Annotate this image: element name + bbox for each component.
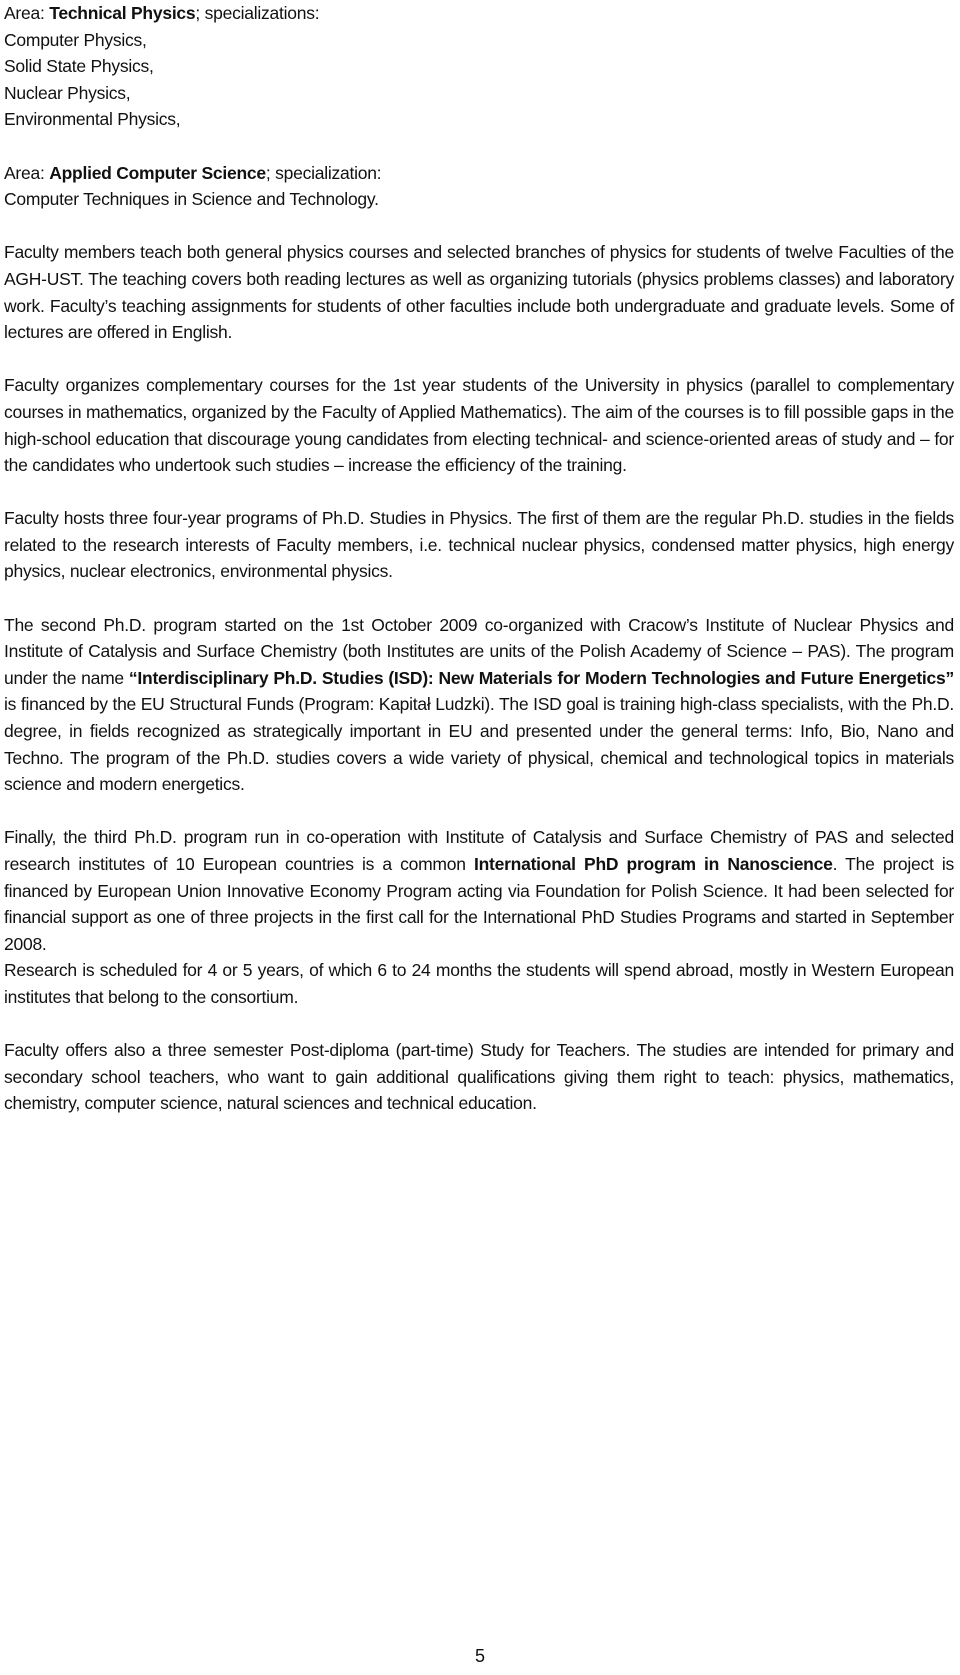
program-name: “Interdisciplinary Ph.D. Studies (ISD): New Materials for Modern Technologies and Future Energetics” (128, 667, 954, 688)
paragraph-third-phd: Finally, the third Ph.D. program run in co-operation with Institute of Catalysis and Surface Chemistry of PAS and selected research institutes of 10 European countries is a common International PhD program in Nanoscience. The project is financed by European Union Innovative Economy Program acting via Foundation for Polish Science. It had been selected for financial support as one of three projects in the first call for the International PhD Studies Programs and started in September 2008. (4, 827, 954, 954)
page-number: 5 (474, 1646, 485, 1666)
specialization-item: Nuclear Physics, (4, 82, 131, 103)
specialization-item: Computer Physics, (4, 29, 147, 50)
area-applied-computer-science (4, 160, 954, 213)
area-name: Applied Computer Science (49, 162, 266, 183)
paragraph-post-diploma: Faculty offers also a three semester Post-diploma (part-time) Study for Teachers. The studies are intended for primary and secondary school teachers, who want to gain additional qualifications giving them right to teach: physics, mathematics, chemistry, computer science, natural sciences and technical education. (4, 1040, 954, 1114)
area-heading: Area: Technical Physics; specializations: (4, 3, 320, 23)
area-name: Technical Physics (49, 3, 196, 23)
area-technical-physics (4, 0, 954, 133)
area-heading: Area: Applied Computer Science; specialization: (4, 162, 382, 183)
specialization-item: Environmental Physics, (4, 109, 181, 130)
specialization-item: Computer Techniques in Science and Technology. (4, 189, 379, 210)
paragraph-teaching: Faculty members teach both general physics courses and selected branches of physics for students of twelve Faculties of the AGH-UST. The teaching covers both reading lectures as well as organizing tutorials (physics problems classes) and laboratory work. Faculty’s teaching assignments for students of other faculties include both undergraduate and graduate levels. Some of lectures are offered in English. (4, 242, 954, 343)
program-name: International PhD program in Nanoscience (474, 854, 833, 874)
paragraph-complementary-courses: Faculty organizes complementary courses for the 1st year students of the University in physics (parallel to complementary courses in mathematics, organized by the Faculty of Applied Mathematics). The aim of the courses is to fill possible gaps in the high-school education that discourage young candidates from electing technical- and science-oriented areas of study and – for the candidates who undertook such studies – increase the efficiency of the training. (4, 375, 954, 476)
specialization-item: Solid State Physics, (4, 56, 154, 77)
document-page (4, 0, 954, 1117)
paragraph-research-schedule: Research is scheduled for 4 or 5 years, of which 6 to 24 months the students will spend abroad, mostly in Western European institutes that belong to the consortium. (4, 960, 954, 1007)
paragraph-phd-programs: Faculty hosts three four-year programs of Ph.D. Studies in Physics. The first of them are the regular Ph.D. studies in the fields related to the research interests of Faculty members, i.e. technical nuclear physics, condensed matter physics, high energy physics, nuclear electronics, environmental physics. (4, 508, 954, 582)
paragraph-second-phd: The second Ph.D. program started on the 1st October 2009 co-organized with Cracow’s Institute of Nuclear Physics and Institute of Catalysis and Surface Chemistry (both Institutes are units of the Polish Academy of Science – PAS). The program under the name “Interdisciplinary Ph.D. Studies (ISD): New Materials for Modern Technologies and Future Energetics” is financed by the EU Structural Funds (Program: Kapitał Ludzki). The ISD goal is training high-class specialists, with the Ph.D. degree, in fields recognized as strategically important in EU and presented under the general terms: Info, Bio, Nano and Techno. The program of the Ph.D. studies covers a wide variety of physical, chemical and technological topics in materials science and modern energetics. (4, 614, 954, 795)
